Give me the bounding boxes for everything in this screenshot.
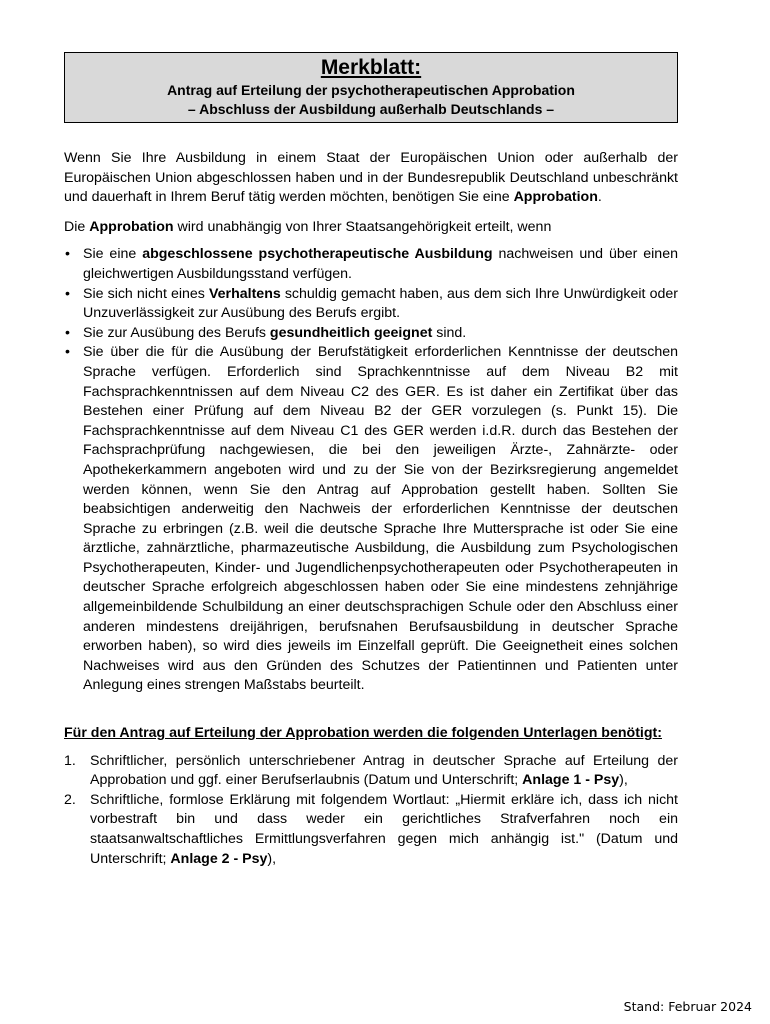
- item-text: ),: [619, 772, 628, 789]
- header-title: Merkblatt:: [320, 56, 422, 79]
- documents-list: [64, 752, 678, 870]
- intro-p1-text: Wenn Sie Ihre Ausbildung in einem Staat der Europäischen Union oder außerhalb der Europäischen Union abgeschlossen haben und in der Bundesrepublik Deutschland unbeschränkt und dauerhaft in Ihrem Beruf tätig werden möchten, benötigen Sie eine: [64, 150, 678, 206]
- bullet-text: Sie eine: [83, 246, 143, 263]
- intro-p2-bold: Approbation: [89, 218, 174, 235]
- item-number: 1.: [64, 752, 76, 769]
- list-item: [64, 245, 678, 284]
- item-text: Schriftliche, formlose Erklärung mit folgendem Wortlaut: „Hiermit erkläre ich, dass ich nicht vorbestraft bin und dass weder ein gerichtliches Strafverfahren noch ein staatsanwaltschaftliches Ermittlungsverfahren gegen mich anhängig ist." (Datum und Unterschrift;: [90, 791, 678, 867]
- bullet-bold: Verhaltens: [208, 285, 281, 302]
- list-item: [64, 285, 678, 324]
- bullet-text: Sie zur Ausübung des Berufs: [83, 324, 270, 341]
- intro-p1-end: .: [597, 189, 602, 206]
- item-bold: Anlage 1 - Psy: [522, 772, 620, 789]
- list-item: [64, 791, 678, 869]
- bullet-text: nachweisen und über einen gleichwertigen Ausbildungsstand verfügen.: [83, 246, 678, 282]
- bullet-text: Sie sich nicht eines: [83, 285, 209, 302]
- intro-paragraph-2: [64, 218, 678, 238]
- section-heading: Für den Antrag auf Erteilung der Approbation werden die folgenden Unterlagen benötigt:: [64, 725, 662, 742]
- list-item: [64, 752, 678, 791]
- item-text: Schriftlicher, persönlich unterschriebener Antrag in deutscher Sprache auf Erteilung der Approbation und ggf. einer Berufserlaubnis (Datum und Unterschrift;: [90, 752, 678, 789]
- intro-p2-pre: Die: [64, 218, 90, 235]
- intro-p1-bold: Approbation: [513, 189, 598, 206]
- bullet-text: Sie über die für die Ausübung der Berufstätigkeit erforderlichen Kenntnisse der deutschen Sprache verfügen. Erforderlich sind Sprachkenntnisse auf dem Niveau B2 mit Fachsprachkenntnissen auf dem Niveau C2 des GER. Es ist daher ein Zertifikat über das Bestehen einer Prüfung auf dem Niveau B2 der GER vorzulegen (s. Punkt 15). Die Fachsprachkenntnisse auf dem Niveau C1 des GER werden i.d.R. durch das Bestehen der Fachsprachprüfung nachgewiesen, die bei den jeweiligen Ärzte-, Zahnärzte- oder Apothekerkammern angeboten wird und zu der Sie von der Bezirksregierung angemeldet werden können, wenn Sie den Antrag auf Approbation gestellt haben. Sollten Sie beabsichtigen anderweitig den Nachweis der erforderlichen Kenntnisse der deutschen Sprache zu erbringen (z.B. weil die deutsche Sprache Ihre Muttersprache ist oder Sie eine ärztliche, zahnärztliche, pharmazeutische Ausbildung, die Ausbildung zum Psychologischen Psychotherapeuten, Kinder- und Jugendlichenpsychotherapeuten oder Psychotherapeuten in deutscher Sprache erfolgreich abgeschlossen haben oder Sie eine mindestens zehnjährige allgemeinbildende Schulbildung an einer deutschsprachigen Schule oder den Abschluss einer anderen mindestens dreijährigen, berufsnahen Berufsausbildung in deutscher Sprache erworben haben), so wird dies jeweils im Einzelfall geprüft. Die Geeignetheit eines solchen Nachweises wird aus den Gründen des Schutzes der Patientinnen und Patienten unter Anlegung eines strengen Maßstabs beurteilt.: [83, 344, 678, 694]
- requirements-list: [64, 245, 678, 696]
- item-text: ),: [267, 850, 277, 867]
- header-subtitle-1: Antrag auf Erteilung der psychotherapeutischen Approbation: [167, 82, 575, 98]
- document-page: [64, 52, 678, 869]
- item-bold: Anlage 2 - Psy: [170, 850, 268, 867]
- intro-paragraph-1: [64, 149, 678, 208]
- footer-stand: Stand: Februar 2024: [623, 999, 752, 1014]
- list-item: [64, 324, 678, 344]
- intro-p2-post: wird unabhängig von Ihrer Staatsangehörigkeit erteilt, wenn: [173, 218, 552, 235]
- bullet-text: schuldig gemacht haben, aus dem sich Ihre Unwürdigkeit oder Unzuverlässigkeit zur Ausübung des Berufs ergibt.: [83, 285, 678, 322]
- bullet-text: sind.: [432, 324, 467, 341]
- header-subtitle-2: – Abschluss der Ausbildung außerhalb Deutschlands –: [187, 101, 555, 117]
- bullet-bold: abgeschlossene psychotherapeutische Ausbildung: [142, 246, 493, 263]
- header-box: [64, 52, 678, 123]
- bullet-bold: gesundheitlich geeignet: [269, 324, 433, 341]
- item-number: 2.: [64, 791, 76, 808]
- list-item: [64, 343, 678, 696]
